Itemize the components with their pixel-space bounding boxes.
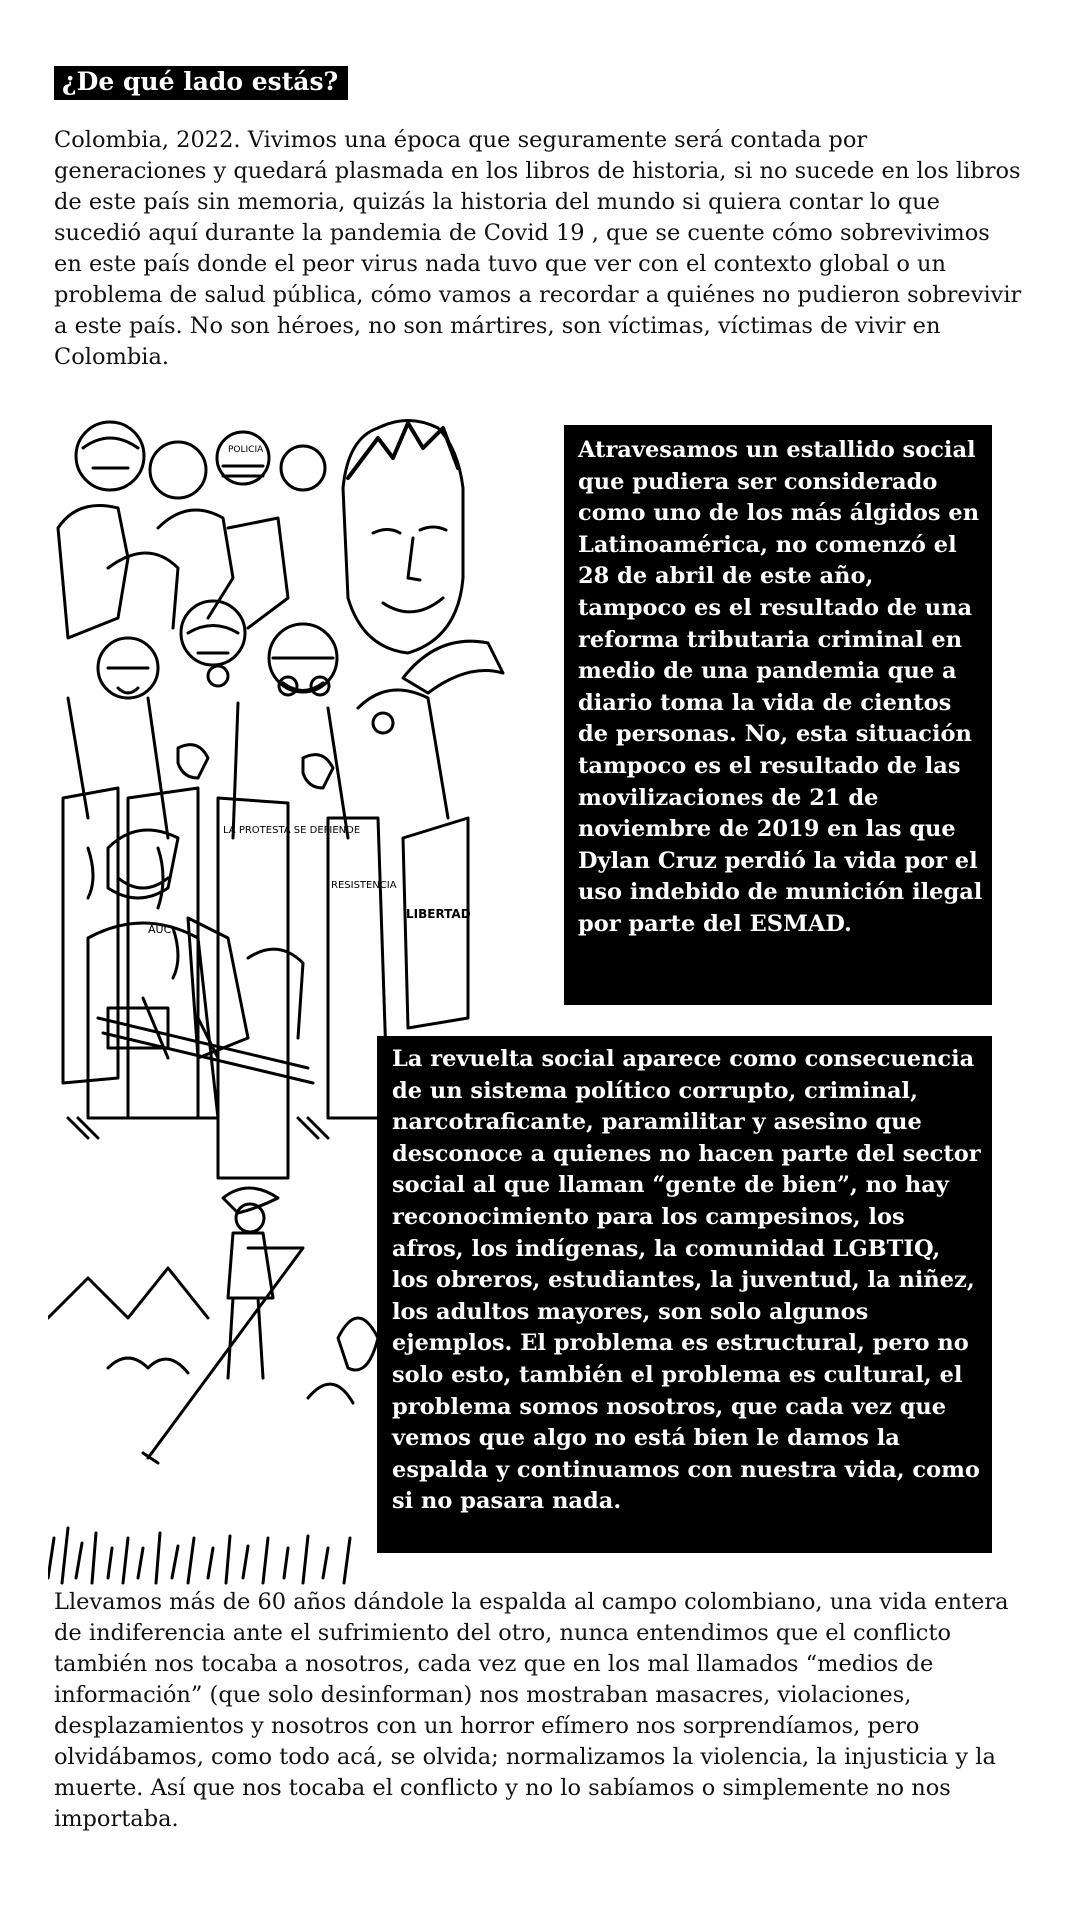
text-box-revuelta: La revuelta social aparece como consecuencia de un sistema político corrupto, criminal, narcotraficante, paramilitar y asesino que desconoce a quienes no hacen parte del sector social al que llaman “gente de bien”, no hay reconocimiento para los campesinos, los afros, los indígenas, la comunidad LGBTIQ, los obreros, estudiantes, la juventud, la niñez, los adultos mayores, son solo algunos ejemplos. El problema es estructural, pero no solo esto, también el problema es cultural, el problema somos nosotros, que cada vez que vemos que algo no está bien le damos la espalda y continuamos con nuestra vida, como si no pasara nada. [377,1036,992,1553]
intro-paragraph: Colombia, 2022. Vivimos una época que seguramente será contada por generaciones y quedará plasmada en los libros de historia, si no sucede en los libros de este país sin memoria, quizás la historia del mundo si quiera contar lo que sucedió aquí durante la pandemia de Covid 19 , que se cuente cómo sobrevivimos en este país donde el peor virus nada tuvo que ver con el contexto global o un problema de salud pública, cómo vamos a recordar a quiénes no pudieron sobrevivir a este país. No son héroes, no son mártires, son víctimas, víctimas de vivir en Colombia. [54,127,1022,370]
closing-paragraph: Llevamos más de 60 años dándole la espalda al campo colombiano, una vida entera de indiferencia ante el sufrimiento del otro, nunca entendimos que el conflicto también nos tocaba a nosotros, cada vez que en los mal llamados “medios de información” (que solo desinforman) nos mostraban masacres, violaciones, desplazamientos y nosotros con un horror efímero nos sorprendíamos, pero olvidábamos, como todo acá, se olvida; normalizamos la violencia, la injusticia y la muerte. Así que nos tocaba el conflicto y no lo sabíamos o simplemente no nos importaba. [54,1589,1009,1832]
shield-label-2: RESISTENCIA [331,880,397,891]
armband-label: AUC [148,923,172,936]
helmet-label: POLICIA [228,445,264,455]
helmet-shape [76,422,144,490]
page-title: ¿De qué lado estás? [54,66,348,100]
shield-label-3: LIBERTAD [406,907,471,921]
shield-label-1: LA PROTESTA SE DEFIENDE [223,825,361,836]
text-box-estallido: Atravesamos un estallido social que pudiera ser considerado como uno de los más álgidos en Latinoamérica, no comenzó el 28 de abril de este año, tampoco es el resultado de una reforma tributaria criminal en medio de una pandemia que a diario toma la vida de cientos de personas. No, esta situación tampoco es el resultado de las movilizaciones de 21 de noviembre de 2019 en las que Dylan Cruz perdió la vida por el uso indebido de munición ilegal por parte del ESMAD. [564,425,992,1005]
